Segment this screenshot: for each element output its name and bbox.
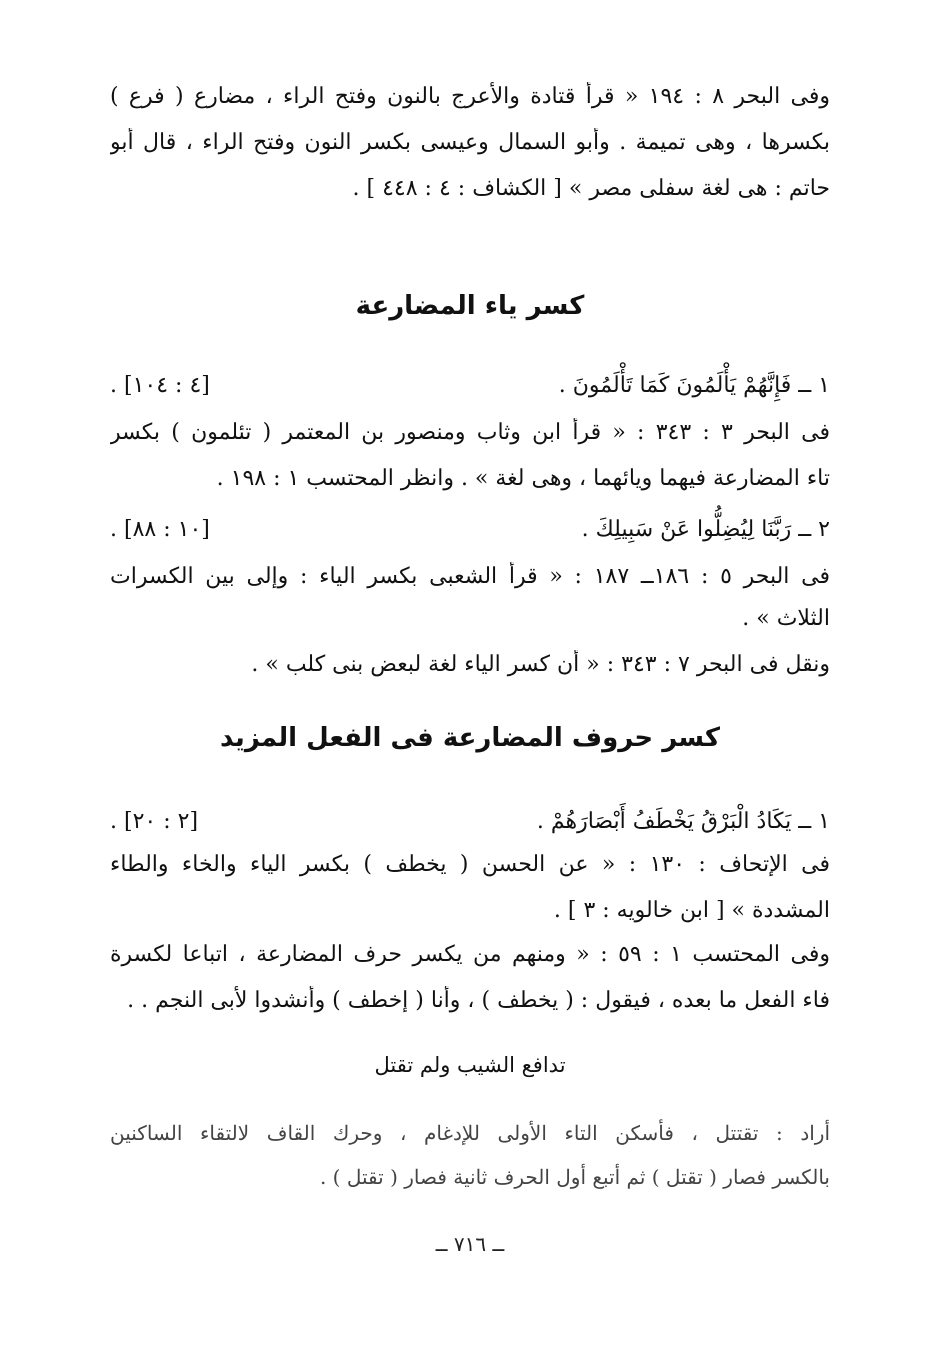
paragraph-line: أراد : تقتتل ، فأسكن التاء الأولى للإدغام ، وحرك القاف لالتقاء الساكنين xyxy=(110,1121,830,1145)
paragraph-line: بالكسر فصار ( تقتل ) ثم أتبع أول الحرف ثانية فصار ( تقتل ) . xyxy=(319,1165,830,1189)
page-number: ــ ٧١٦ ــ xyxy=(435,1232,505,1256)
verse-text: ١ ــ يَكَادُ الْبَرْقُ يَخْطَفُ أَبْصَارَهُمْ . xyxy=(536,809,830,834)
verse-reference: . [١٠ : ٨٨] xyxy=(110,517,210,542)
paragraph-line: فى الإتحاف : ١٣٠ : « عن الحسن ( يخطف ) بكسر الياء والخاء والطاء xyxy=(110,852,830,877)
paragraph-line: فى البحر ٣ : ٣٤٣ : « قرأ ابن وثاب ومنصور بن المعتمر ( تئلمون ) بكسر xyxy=(110,420,830,445)
verse-text: ١ ــ فَإِنَّهُمْ يَأْلَمُونَ كَمَا تَأْلَمُونَ . xyxy=(558,373,830,398)
paragraph-line: المشددة » [ ابن خالويه : ٣ ] . xyxy=(553,898,830,923)
quran-verse xyxy=(110,806,830,838)
paragraph-line: فاء الفعل ما بعده ، فيقول : ( يخطف ) ، وأنا ( إخطف ) وأنشدوا لأبى النجم . . xyxy=(127,988,830,1013)
paragraph-line: فى البحر ٥ : ١٨٦ــ ١٨٧ : « قرأ الشعبى بكسر الياء : وإلى بين الكسرات xyxy=(110,564,830,589)
quran-verse xyxy=(110,370,830,402)
paragraph-line: حاتم : هى لغة سفلى مصر » [ الكشاف : ٤ : ٤٤٨ ] . xyxy=(352,176,830,201)
paragraph-line: ونقل فى البحر ٧ : ٣٤٣ : « أن كسر الياء لغة لبعض بنى كلب » . xyxy=(251,652,830,677)
paragraph-line: الثلاث » . xyxy=(742,606,830,631)
verse-reference: . [٢ : ٢٠] xyxy=(110,809,199,834)
section-heading: كسر ياء المضارعة xyxy=(355,291,585,321)
poem-verse: تدافع الشيب ولم تقتل xyxy=(374,1053,566,1077)
paragraph-line: وفى البحر ٨ : ١٩٤ « قرأ قتادة والأعرج بالنون وفتح الراء ، مضارع ( فرع ) xyxy=(110,84,830,109)
paragraph-line: تاء المضارعة فيهما ويائهما ، وهى لغة » . وانظر المحتسب ١ : ١٩٨ . xyxy=(216,466,830,491)
verse-text: ٢ ــ رَبَّنَا لِيُضِلُّوا عَنْ سَبِيلِكَ . xyxy=(581,517,830,542)
section-heading: كسر حروف المضارعة فى الفعل المزيد xyxy=(220,723,720,753)
paragraph-line: وفى المحتسب ١ : ٥٩ : « ومنهم من يكسر حرف المضارعة ، اتباعا لكسرة xyxy=(110,942,830,967)
paragraph-line: بكسرها ، وهى تميمة . وأبو السمال وعيسى بكسر النون وفتح الراء ، قال أبو xyxy=(110,130,830,155)
quran-verse xyxy=(110,514,830,546)
verse-reference: . [٤ : ١٠٤] xyxy=(110,373,210,398)
